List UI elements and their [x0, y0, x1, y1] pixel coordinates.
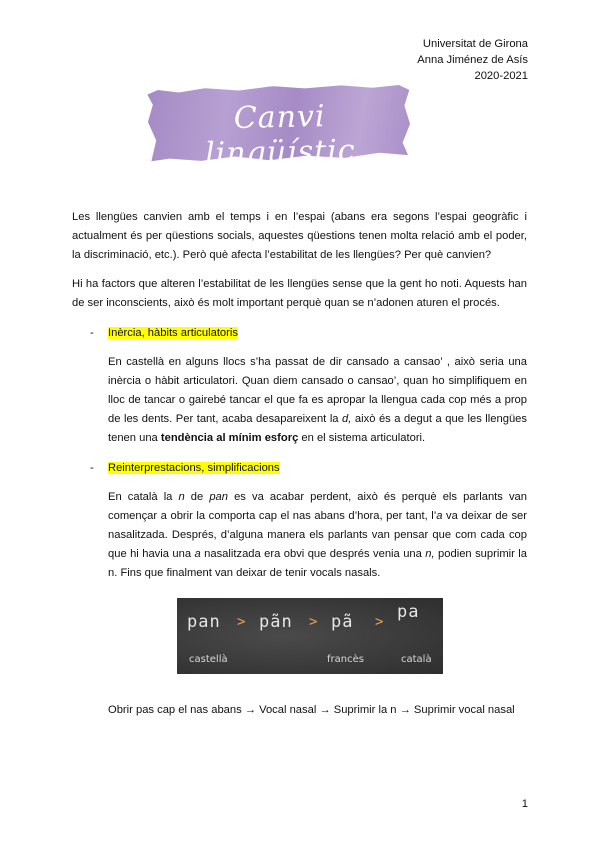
chalk-word: pan: [187, 612, 221, 632]
section-body-reinterpretacions: [108, 488, 527, 583]
chalkboard-image: [177, 598, 443, 674]
body-text: això és a degut a que les llengües tenen una: [108, 413, 527, 444]
italic-text: a: [194, 548, 201, 560]
chalk-label: català: [401, 654, 432, 665]
bullet-marker: -: [90, 462, 94, 474]
body-text: en el sistema articulatori.: [298, 432, 426, 444]
academic-year: 2020-2021: [474, 70, 528, 82]
figure-caption: Obrir pas cap el nas abans → Vocal nasal → Suprimir la n → Suprimir vocal nasal: [108, 704, 515, 716]
chalk-arrow: >: [237, 614, 246, 630]
italic-text: d,: [342, 413, 352, 425]
highlighted-heading: Reinterprestacions, simplificacions: [108, 462, 280, 474]
page-number: 1: [521, 798, 528, 810]
body-text: nasalitzada era obvi que després venia una: [200, 548, 426, 560]
bold-text: tendència al mínim esforç: [160, 432, 299, 444]
university-name: Universitat de Girona: [422, 38, 528, 50]
chalk-label: castellà: [189, 654, 228, 665]
section-heading-inercia: [108, 325, 238, 341]
intro-paragraph-1: Les llengües canvien amb el temps i en l’espai (abans era segons l’espai geogràfic i actualment és per qüestions socials, aquestes qüestions tenen molta relació amb el poder, la discriminació, etc.). Però què afecta l’estabilitat de les llengües? Per què canvien?: [72, 211, 527, 261]
section-heading-reinterpretacions: [108, 460, 280, 476]
body-text: En castellà en alguns llocs s’ha passat de dir cansado a cansao’ , això seria una inèrcia o hàbit articulatori. Quan diem cansado o cansao’, quan ho simplifiquem en lloc de tancar o gairebé tancar el que fa es apropar la llengua cada cop més a prop de les dents. Per tant, acaba desapareixent la: [108, 356, 527, 425]
body-text: va deixar de ser nasalitzada. Després, d’alguna manera els parlants van pensar que com cada cop que hi havia una: [108, 510, 527, 560]
page-title: Canvi lingüístic: [204, 99, 356, 172]
body-text: En català la: [108, 491, 179, 503]
chalk-word: pãn: [259, 612, 293, 632]
author-name: Anna Jiménez de Asís: [417, 54, 528, 66]
italic-text: a: [436, 510, 443, 522]
chalk-label: francès: [327, 654, 364, 665]
intro-paragraph-2: Hi ha factors que alteren l’estabilitat de les llengües sense que la gent ho noti. Aquests han de ser inconscients, això és molt important perquè quan se n’adonen aturen el procés.: [72, 278, 527, 309]
bullet-marker: -: [90, 327, 94, 339]
chalk-word: pã: [331, 612, 354, 632]
italic-text: n,: [425, 548, 435, 560]
chalk-arrow: >: [375, 614, 384, 630]
highlighted-heading: Inèrcia, hàbits articulatoris: [108, 327, 238, 339]
italic-text: pan: [209, 491, 228, 503]
section-body-inercia: [108, 353, 527, 448]
italic-text: n: [178, 491, 185, 503]
body-text: de: [184, 491, 210, 503]
body-text: es va acabar perdent, això és perquè els parlants van començar a obrir la comporta cap el nas abans d’hora, per tant, l’: [108, 491, 527, 522]
body-text: podien suprimir la n. Fins que finalment van deixar de tenir vocals nasals.: [108, 548, 527, 579]
document-header: [417, 36, 528, 84]
chalk-word: pa: [397, 602, 420, 622]
chalk-arrow: >: [309, 614, 318, 630]
